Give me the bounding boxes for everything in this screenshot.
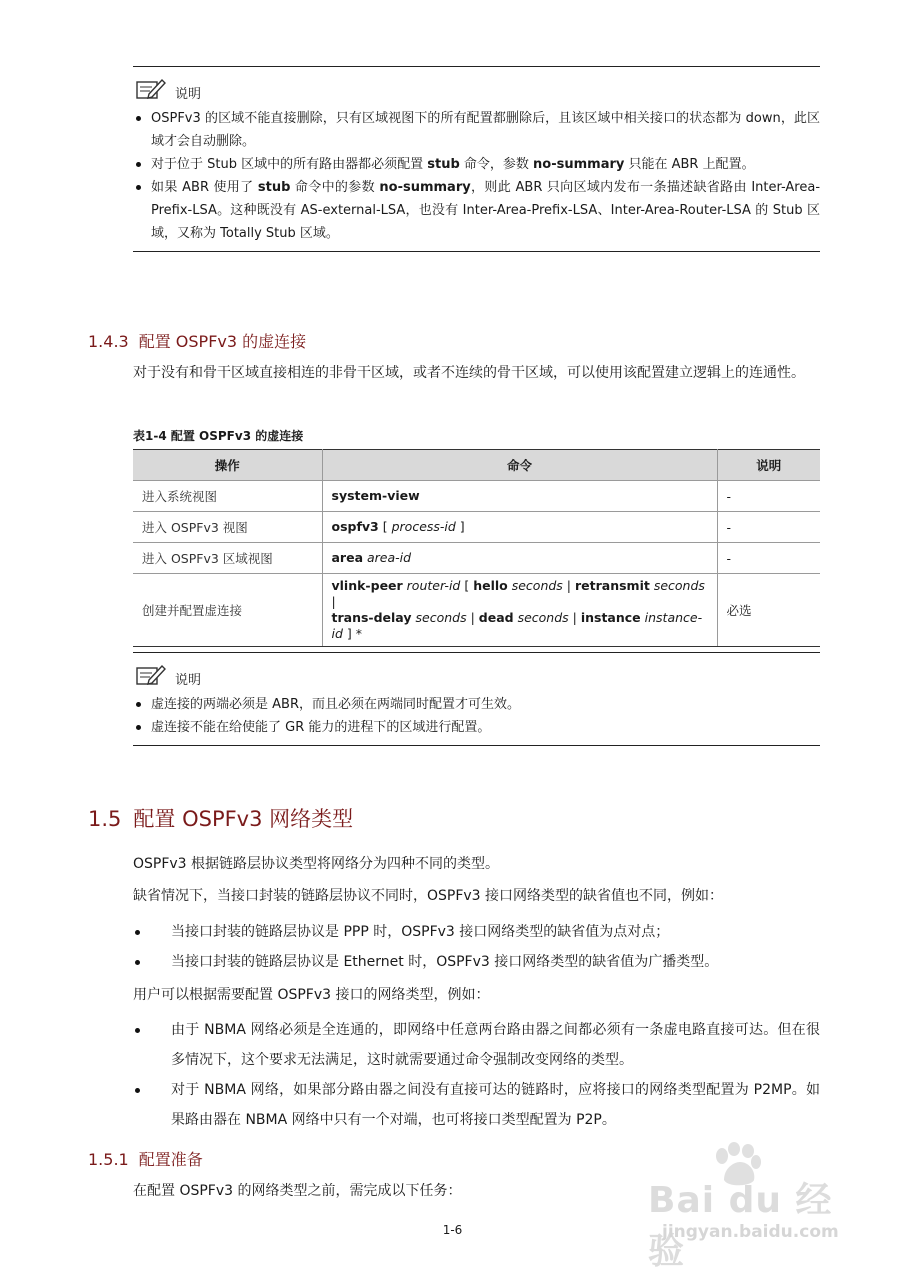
table-caption: 表1-4 配置 OSPFv3 的虚连接 <box>133 429 304 443</box>
table-cell-description: - <box>717 512 820 543</box>
list-item: 对于 NBMA 网络，如果部分路由器之间没有直接可达的链路时，应将接口的网络类型配置为 P2MP。如果路由器在 NBMA 网络中只有一个对端，也可将接口类型配置为 P2P。 <box>133 1075 820 1135</box>
watermark-url: jingyan.baidu.com <box>662 1222 839 1242</box>
list-item: 由于 NBMA 网络必须是全连通的，即网络中任意两台路由器之间都必须有一条虚电路直接可达。但在很多情况下，这个要求无法满足，这时就需要通过命令强制改变网络的类型。 <box>133 1015 820 1075</box>
table-cell-description: - <box>717 481 820 512</box>
note-header <box>133 75 820 103</box>
note1-item-3: 如果 ABR 使用了 stub 命令中的参数 no-summary，则此 ABR 只向区域内发布一条描述缺省路由 Inter-Area-Prefix-LSA。这种既没有 AS-external-LSA，也没有 Inter-Area-Prefix-LSA、Inter-Area-Router-LSA 的 Stub 区域，又称为 Totally Stub 区域。 <box>133 176 820 245</box>
table-cell-command: area area-id <box>322 543 717 574</box>
network-config-list <box>133 1015 820 1135</box>
table-cell-operation: 创建并配置虚连接 <box>133 574 322 647</box>
note-header <box>133 661 820 689</box>
section-1-5-para-1: OSPFv3 根据链路层协议类型将网络分为四种不同的类型。 <box>133 856 500 872</box>
table-cell-description: - <box>717 543 820 574</box>
note-pencil-icon <box>135 662 167 688</box>
section-1-4-3-intro: 对于没有和骨干区域直接相连的非骨干区域，或者不连续的骨干区域，可以使用该配置建立逻辑上的连通性。 <box>133 365 805 381</box>
watermark-logo-text: Bai du 经验 <box>648 1180 833 1272</box>
table-cell-operation: 进入 OSPFv3 区域视图 <box>133 543 322 574</box>
note1-item-1: OSPFv3 的区域不能直接删除，只有区域视图下的所有配置都删除后，且该区域中相关接口的状态都为 down，此区域才会自动删除。 <box>133 107 820 153</box>
note-box-1 <box>133 66 820 252</box>
section-heading-1-4-3: 1.4.3 配置 OSPFv3 的虚连接 <box>88 332 307 351</box>
table-row <box>133 543 820 574</box>
baidu-watermark <box>640 1140 860 1272</box>
section-1-5-1-para: 在配置 OSPFv3 的网络类型之前，需完成以下任务： <box>133 1183 462 1199</box>
table-cell-command: vlink-peer router-id [ hello seconds | retransmit seconds | trans-delay seconds | dead seconds | instance instance-id ] * <box>322 574 717 647</box>
note-list-1 <box>133 107 820 245</box>
table-body <box>133 481 820 647</box>
section-heading-1-5: 1.5 配置 OSPFv3 网络类型 <box>88 807 354 831</box>
table-header-description: 说明 <box>717 450 820 481</box>
note2-item-2: 虚连接不能在给使能了 GR 能力的进程下的区域进行配置。 <box>133 716 820 739</box>
table-cell-operation: 进入系统视图 <box>133 481 322 512</box>
table-row <box>133 481 820 512</box>
table-header-command: 命令 <box>322 450 717 481</box>
list-item: 当接口封装的链路层协议是 PPP 时，OSPFv3 接口网络类型的缺省值为点对点； <box>133 917 820 947</box>
section-1-5-para-3: 用户可以根据需要配置 OSPFv3 接口的网络类型，例如： <box>133 987 490 1003</box>
table-row <box>133 512 820 543</box>
table-cell-operation: 进入 OSPFv3 视图 <box>133 512 322 543</box>
table-cell-command: system-view <box>322 481 717 512</box>
note-pencil-icon <box>135 76 167 102</box>
table-cell-command: ospfv3 [ process-id ] <box>322 512 717 543</box>
section-heading-1-5-1: 1.5.1 配置准备 <box>88 1150 203 1169</box>
note1-item-2: 对于位于 Stub 区域中的所有路由器都必须配置 stub 命令，参数 no-summary 只能在 ABR 上配置。 <box>133 153 820 176</box>
table-row <box>133 574 820 647</box>
list-item: 当接口封装的链路层协议是 Ethernet 时，OSPFv3 接口网络类型的缺省值为广播类型。 <box>133 947 820 977</box>
network-default-list <box>133 917 820 977</box>
table-header-row <box>133 450 820 481</box>
table-cell-description: 必选 <box>717 574 820 647</box>
note-box-2 <box>133 652 820 746</box>
page-number: 1-6 <box>442 1223 463 1237</box>
note2-item-1: 虚连接的两端必须是 ABR，而且必须在两端同时配置才可生效。 <box>133 693 820 716</box>
section-1-5-para-2: 缺省情况下，当接口封装的链路层协议不同时，OSPFv3 接口网络类型的缺省值也不同，例如： <box>133 888 724 904</box>
command-table <box>133 449 820 647</box>
note-title: 说明 <box>175 672 202 688</box>
table-header-operation: 操作 <box>133 450 322 481</box>
note-title: 说明 <box>175 86 202 102</box>
note-list-2 <box>133 693 820 739</box>
